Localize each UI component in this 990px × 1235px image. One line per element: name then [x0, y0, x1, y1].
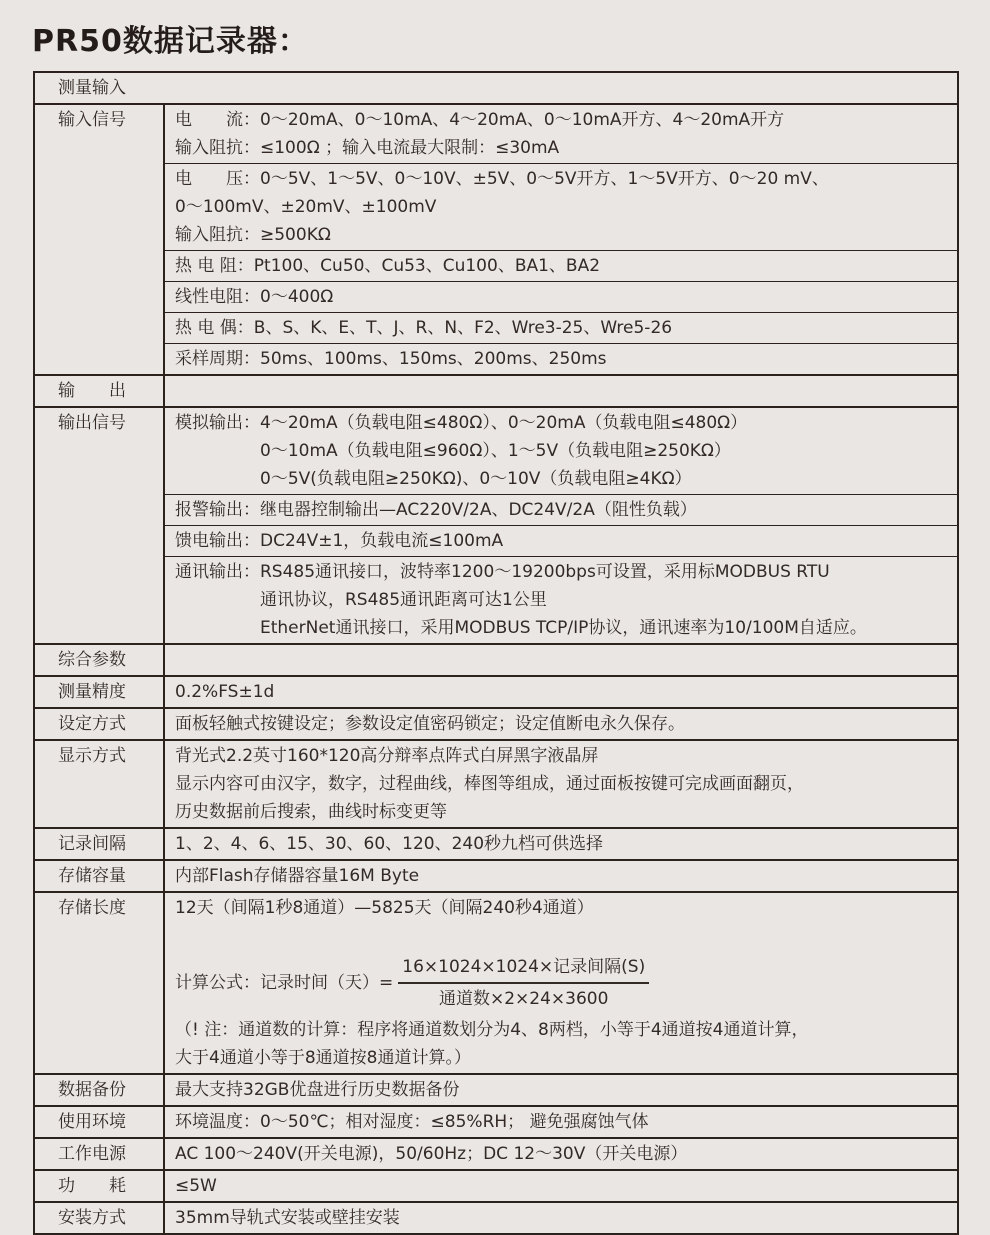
sub-row [165, 376, 957, 406]
table-row [35, 1137, 957, 1169]
row-label: 输 出 [35, 376, 165, 406]
spec-line [175, 922, 949, 950]
table-row [35, 859, 957, 891]
spec-line: 环境温度：0～50℃；相对湿度：≤85%RH； 避免强腐蚀气体 [175, 1112, 649, 1132]
row-label: 测量精度 [35, 677, 165, 707]
spec-line: 报警输出：继电器控制输出—AC220V/2A、DC24V/2A（阻性负载） [175, 500, 697, 520]
sub-row [165, 893, 957, 1073]
spec-line: 大于4通道小等于8通道按8通道计算。） [175, 1048, 471, 1068]
row-content [165, 829, 957, 859]
spec-line [175, 377, 949, 405]
sub-row [165, 525, 957, 556]
spec-line: AC 100～240V(开关电源)，50/60Hz；DC 12～30V（开关电源） [175, 1144, 688, 1164]
spec-line [175, 646, 949, 674]
table-row [35, 707, 957, 739]
row-label: 使用环境 [35, 1107, 165, 1137]
row-content [165, 1171, 957, 1201]
row-content [165, 709, 957, 739]
row-content [165, 1203, 957, 1233]
row-content [165, 105, 957, 374]
sub-row [165, 1107, 957, 1137]
formula-prefix: 计算公式：记录时间（天）= [175, 973, 394, 993]
spec-line: EtherNet通讯接口，采用MODBUS TCP/IP协议，通讯速率为10/100M自适应。 [175, 618, 867, 638]
table-row [35, 374, 957, 406]
spec-line: 历史数据前后搜索，曲线时标变更等 [175, 802, 447, 822]
sub-row [165, 105, 957, 163]
sub-row [165, 741, 957, 827]
spec-line: 最大支持32GB优盘进行历史数据备份 [175, 1080, 460, 1100]
sub-row [165, 408, 957, 494]
row-content [165, 677, 957, 707]
spec-line: 电 流：0～20mA、0～10mA、4～20mA、0～10mA开方、4～20mA开方 [175, 110, 785, 130]
spec-line: 输入阻抗：≥500KΩ [175, 225, 331, 245]
row-content [165, 893, 957, 1073]
spec-line: 面板轻触式按键设定；参数设定值密码锁定；设定值断电永久保存。 [175, 714, 685, 734]
row-label: 输出信号 [35, 408, 165, 643]
row-label: 综合参数 [35, 645, 165, 675]
sub-row [165, 1171, 957, 1201]
sub-row [165, 250, 957, 281]
sub-row [165, 1203, 957, 1233]
table-row [35, 1169, 957, 1201]
sub-row [165, 1075, 957, 1105]
spec-line: 0～10mA（负载电阻≤960Ω）、1～5V（负载电阻≥250KΩ） [175, 441, 731, 461]
row-label: 设定方式 [35, 709, 165, 739]
row-label: 测量输入 [58, 78, 126, 98]
table-row [35, 73, 957, 103]
table-row [35, 103, 957, 374]
spec-line: 模拟输出：4～20mA（负载电阻≤480Ω）、0～20mA（负载电阻≤480Ω） [175, 413, 748, 433]
spec-line: 通讯协议，RS485通讯距离可达1公里 [175, 590, 547, 610]
spec-line: 线性电阻：0～400Ω [175, 287, 334, 307]
row-label: 记录间隔 [35, 829, 165, 859]
sub-row [165, 829, 957, 859]
sub-row [165, 163, 957, 250]
row-label: 安装方式 [35, 1203, 165, 1233]
spec-line: （! 注：通道数的计算：程序将通道数划分为4、8两档，小等于4通道按4通道计算， [175, 1020, 809, 1040]
row-content [165, 1107, 957, 1137]
table-row [35, 1201, 957, 1233]
row-label: 数据备份 [35, 1075, 165, 1105]
sub-row [165, 709, 957, 739]
table-row [35, 406, 957, 643]
sub-row [165, 343, 957, 374]
table-row [35, 1105, 957, 1137]
row-label: 工作电源 [35, 1139, 165, 1169]
row-label: 显示方式 [35, 741, 165, 827]
spec-line: 0～100mV、±20mV、±100mV [175, 197, 437, 217]
table-row [35, 675, 957, 707]
sub-row [165, 861, 957, 891]
spec-line: 内部Flash存储器容量16M Byte [175, 866, 420, 886]
row-content [165, 741, 957, 827]
sub-row [165, 281, 957, 312]
spec-line: 35mm导轨式安装或壁挂安装 [175, 1208, 400, 1228]
sub-row [165, 1139, 957, 1169]
sub-row [165, 556, 957, 643]
spec-line: 通讯输出：RS485通讯接口，波特率1200～19200bps可设置，采用标MODBUS RTU [175, 562, 830, 582]
table-row [35, 643, 957, 675]
table-row [35, 1073, 957, 1105]
row-content [165, 376, 957, 406]
row-content [165, 1075, 957, 1105]
formula-fraction [398, 955, 649, 1011]
spec-line: 显示内容可由汉字，数字，过程曲线，棒图等组成，通过面板按键可完成画面翻页， [175, 774, 804, 794]
spec-line: 12天（间隔1秒8通道）—5825天（间隔240秒4通道） [175, 898, 594, 918]
row-label: 输入信号 [35, 105, 165, 374]
spec-line: 热 电 偶：B、S、K、E、T、J、R、N、F2、Wre3-25、Wre5-26 [175, 318, 673, 338]
formula-numerator: 16×1024×1024×记录间隔(S) [398, 955, 649, 984]
sub-row [165, 312, 957, 343]
sub-row [165, 494, 957, 525]
spec-table [33, 71, 959, 1235]
spec-line: 1、2、4、6、15、30、60、120、240秒九档可供选择 [175, 834, 604, 854]
row-content [165, 1139, 957, 1169]
sub-row [165, 677, 957, 707]
spec-line: ≤5W [175, 1176, 217, 1196]
spec-line: 采样周期：50ms、100ms、150ms、200ms、250ms [175, 349, 607, 369]
spec-line: 背光式2.2英寸160*120高分辩率点阵式白屏黑字液晶屏 [175, 746, 599, 766]
spec-line: 输入阻抗：≤100Ω ；输入电流最大限制：≤30mA [175, 138, 560, 158]
sub-row [165, 645, 957, 675]
spec-line: 0～5V(负载电阻≥250KΩ)、0～10V（负载电阻≥4KΩ） [175, 469, 692, 489]
spec-line: 馈电输出：DC24V±1，负载电流≤100mA [175, 531, 504, 551]
row-content [165, 408, 957, 643]
row-content [165, 645, 957, 675]
table-row [35, 827, 957, 859]
spec-line: 电 压：0～5V、1～5V、0～10V、±5V、0～5V开方、1～5V开方、0～20 mV、 [175, 169, 829, 189]
spec-line: 0.2%FS±1d [175, 682, 275, 702]
row-label: 存储长度 [35, 893, 165, 1073]
table-row [35, 891, 957, 1073]
row-label: 存储容量 [35, 861, 165, 891]
row-label: 功 耗 [35, 1171, 165, 1201]
spec-line: 热 电 阻：Pt100、Cu50、Cu53、Cu100、BA1、BA2 [175, 256, 601, 276]
storage-formula [175, 950, 949, 1016]
row-content [165, 861, 957, 891]
page-title: PR50数据记录器： [32, 24, 309, 59]
table-row [35, 739, 957, 827]
formula-denominator: 通道数×2×24×3600 [439, 989, 609, 1009]
